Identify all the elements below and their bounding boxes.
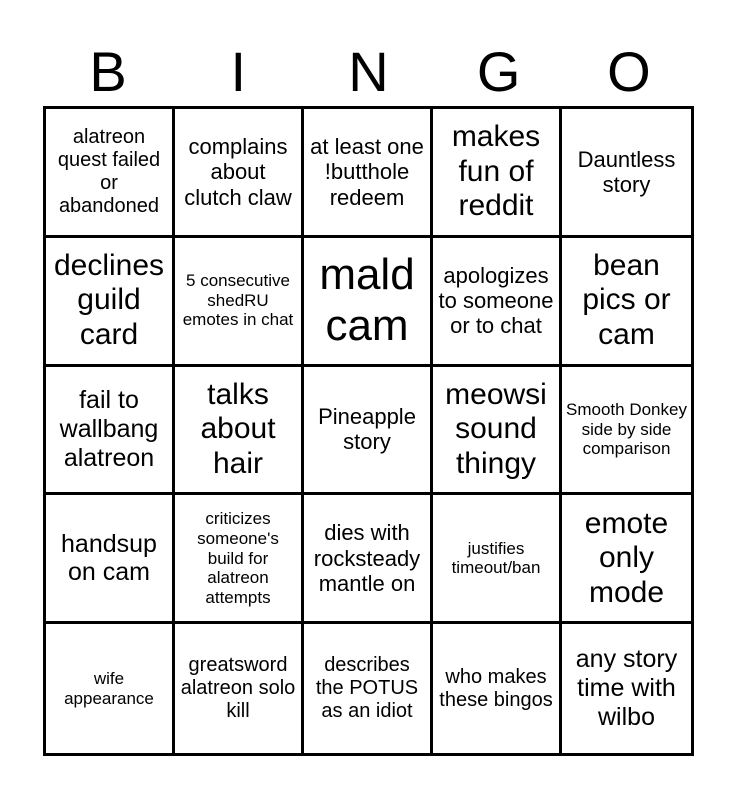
bingo-cell[interactable] — [433, 624, 562, 753]
bingo-cell[interactable] — [433, 109, 562, 238]
bingo-cell[interactable] — [46, 624, 175, 753]
header-letter-b: B — [89, 40, 127, 103]
header-letter-o: O — [607, 40, 651, 103]
bingo-cell[interactable] — [562, 495, 691, 624]
cell-text: greatsword alatreon solo kill — [180, 654, 296, 723]
cell-text: who makes these bingos — [439, 665, 553, 711]
cell-text: makes fun of reddit — [451, 120, 541, 223]
bingo-cell[interactable] — [562, 109, 691, 238]
cell-text: Dauntless story — [577, 146, 676, 197]
bingo-cell[interactable] — [46, 238, 175, 367]
bingo-cell[interactable] — [175, 495, 304, 624]
bingo-cell[interactable] — [433, 495, 562, 624]
bingo-header — [43, 38, 694, 106]
bingo-cell[interactable] — [562, 367, 691, 496]
cell-text: complains about clutch claw — [184, 133, 292, 210]
bingo-board — [43, 106, 694, 756]
cell-text: 5 consecutive shedRU emotes in chat — [182, 271, 294, 330]
bingo-cell[interactable] — [562, 238, 691, 367]
bingo-cell[interactable] — [433, 238, 562, 367]
cell-text: describes the POTUS as an idiot — [315, 654, 419, 723]
cell-text: talks about hair — [200, 377, 276, 480]
header-letter-g: G — [476, 40, 521, 103]
cell-text: any story time with wilbo — [575, 645, 678, 731]
cell-text: meowsi sound thingy — [445, 377, 547, 480]
cell-text: Smooth Donkey side by side comparison — [566, 400, 687, 459]
cell-text: criticizes someone's build for alatreon attempts — [197, 509, 279, 607]
cell-text: Pineapple story — [318, 404, 416, 455]
bingo-cell[interactable] — [175, 367, 304, 496]
cell-text: apologizes to someone or to chat — [438, 262, 554, 339]
cell-text: mald cam — [319, 250, 415, 350]
header-letter-n: N — [348, 40, 389, 103]
bingo-cell[interactable] — [175, 109, 304, 238]
bingo-cell[interactable] — [304, 238, 433, 367]
cell-text: wife appearance — [64, 669, 154, 708]
bingo-cell[interactable] — [562, 624, 691, 753]
bingo-cell[interactable] — [175, 624, 304, 753]
bingo-cell[interactable] — [304, 624, 433, 753]
cell-text: emote only mode — [584, 506, 669, 609]
cell-text: fail to wallbang alatreon — [59, 386, 159, 472]
bingo-cell[interactable] — [304, 367, 433, 496]
bingo-cell[interactable] — [175, 238, 304, 367]
bingo-cell[interactable] — [46, 109, 175, 238]
cell-text: at least one !butthole redeem — [310, 133, 424, 210]
cell-text: declines guild card — [53, 248, 165, 351]
cell-text: dies with rocksteady mantle on — [313, 520, 421, 596]
cell-text: bean pics or cam — [582, 248, 671, 351]
bingo-cell[interactable] — [46, 367, 175, 496]
bingo-cell[interactable] — [46, 495, 175, 624]
bingo-cell[interactable] — [304, 495, 433, 624]
cell-text: handsup on cam — [61, 529, 157, 587]
bingo-cell[interactable] — [433, 367, 562, 496]
bingo-cell[interactable] — [304, 109, 433, 238]
cell-text: alatreon quest failed or abandoned — [57, 125, 161, 217]
header-letter-i: I — [230, 40, 247, 103]
cell-text: justifies timeout/ban — [451, 538, 541, 578]
